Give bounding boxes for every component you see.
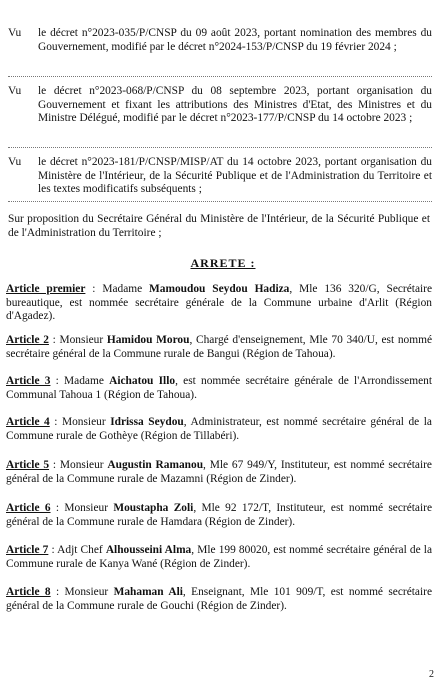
- dotted-separator: [8, 147, 432, 148]
- article-label: Article 8: [6, 586, 51, 598]
- article-2: [6, 334, 432, 361]
- article-intro: : Monsieur: [50, 586, 114, 598]
- considerant-1: [8, 27, 432, 54]
- considerant-2: [8, 85, 432, 126]
- article-body: , Enseignant, Mle 101 909/T, est nommé secrétaire général de la Commune rurale de Gouchi (Région de Zinder).: [6, 586, 432, 612]
- article-intro: : Monsieur: [50, 502, 114, 514]
- article-label: Article 4: [6, 416, 50, 428]
- dotted-separator: [8, 76, 432, 77]
- article-4: [6, 416, 432, 443]
- article-label: Article 3: [6, 375, 51, 387]
- article-label: Article premier: [6, 283, 86, 295]
- considerant-3: [8, 156, 432, 197]
- article-1: [6, 283, 432, 324]
- article-body: , Administrateur, est nommé secrétaire général de la Commune rurale de Gothèye (Région de Tillabéri).: [6, 416, 432, 442]
- vu-label: Vu: [8, 85, 22, 97]
- article-7: [6, 544, 432, 571]
- appointee-name: Idrissa Seydou: [110, 416, 184, 428]
- article-intro: : Madame: [50, 375, 110, 387]
- article-body: , est nommée secrétaire générale de l'Arrondissement Communal Tahoua 1 (Région de Tahoua).: [6, 375, 433, 401]
- arrete-heading: ARRETE :: [190, 256, 256, 270]
- article-intro: : Monsieur: [49, 416, 111, 428]
- appointee-name: Moustapha Zoli: [113, 502, 194, 514]
- article-label: Article 5: [6, 459, 50, 471]
- article-5: [6, 459, 432, 486]
- considerant-text: le décret n°2023-181/P/CNSP/MISP/AT du 14 octobre 2023, portant organisation du Ministère de l'Intérieur, de la Sécurité Publique et de l'Administration du Territoire et les textes modificatifs subséquents ;: [38, 156, 432, 196]
- appointee-name: Mamoudou Seydou Hadiza: [149, 283, 290, 295]
- article-3: [6, 375, 432, 402]
- article-body: , Mle 67 949/Y, Instituteur, est nommé secrétaire général de la Commune rurale de Mazamni (Région de Zinder).: [6, 459, 432, 485]
- article-intro: : Monsieur: [49, 459, 108, 471]
- proposition-paragraph: Sur proposition du Secrétaire Général du Ministère de l'Intérieur, de la Sécurité Publique et de l'Administration du Territoire ;: [8, 213, 430, 239]
- article-label: Article 2: [6, 334, 49, 346]
- article-body: , Mle 92 172/T, Instituteur, est nommé secrétaire général de la Commune rurale de Hamdara (Région de Zinder).: [6, 502, 432, 528]
- article-label: Article 6: [6, 502, 51, 514]
- article-6: [6, 502, 432, 529]
- article-label: Article 7: [6, 544, 49, 556]
- article-8: [6, 586, 432, 613]
- article-body: , Mle 199 80020, est nommé secrétaire général de la Commune rurale de Kanya Wané (Région de Zinder).: [6, 544, 432, 570]
- vu-label: Vu: [8, 156, 22, 168]
- article-body: , Chargé d'enseignement, Mle 70 340/U, est nommé secrétaire général de la Commune rurale de Bangui (Région de Tahoua).: [6, 334, 433, 360]
- considerant-text: le décret n°2023-068/P/CNSP du 08 septembre 2023, portant organisation du Gouvernement et fixant les attributions des Ministres d'Etat, des Ministres et du Ministre Délégué, modifié par le décret n°2023-177/P/CNSP du 14 octobre 2023 ;: [38, 85, 432, 125]
- article-body: , Mle 136 320/G, Secrétaire bureautique, est nommée secrétaire générale de la Commune urbaine d'Arlit (Région d'Agadez).: [6, 283, 433, 323]
- considerant-text: le décret n°2023-035/P/CNSP du 09 août 2023, portant nomination des membres du Gouvernement, modifié par le décret n°2024-153/P/CNSP du 19 février 2024 ;: [38, 27, 432, 53]
- dotted-separator: [8, 201, 432, 202]
- appointee-name: Alhousseini Alma: [105, 544, 192, 556]
- appointee-name: Hamidou Morou: [106, 334, 190, 346]
- appointee-name: Mahaman Ali: [113, 586, 183, 598]
- vu-label: Vu: [8, 27, 22, 39]
- appointee-name: Augustin Ramanou: [107, 459, 204, 471]
- appointee-name: Aichatou Illo: [109, 375, 176, 387]
- article-intro: : Madame: [85, 283, 150, 295]
- article-intro: : Adjt Chef: [48, 544, 106, 556]
- article-intro: : Monsieur: [48, 334, 107, 346]
- page-number: 2: [429, 669, 434, 680]
